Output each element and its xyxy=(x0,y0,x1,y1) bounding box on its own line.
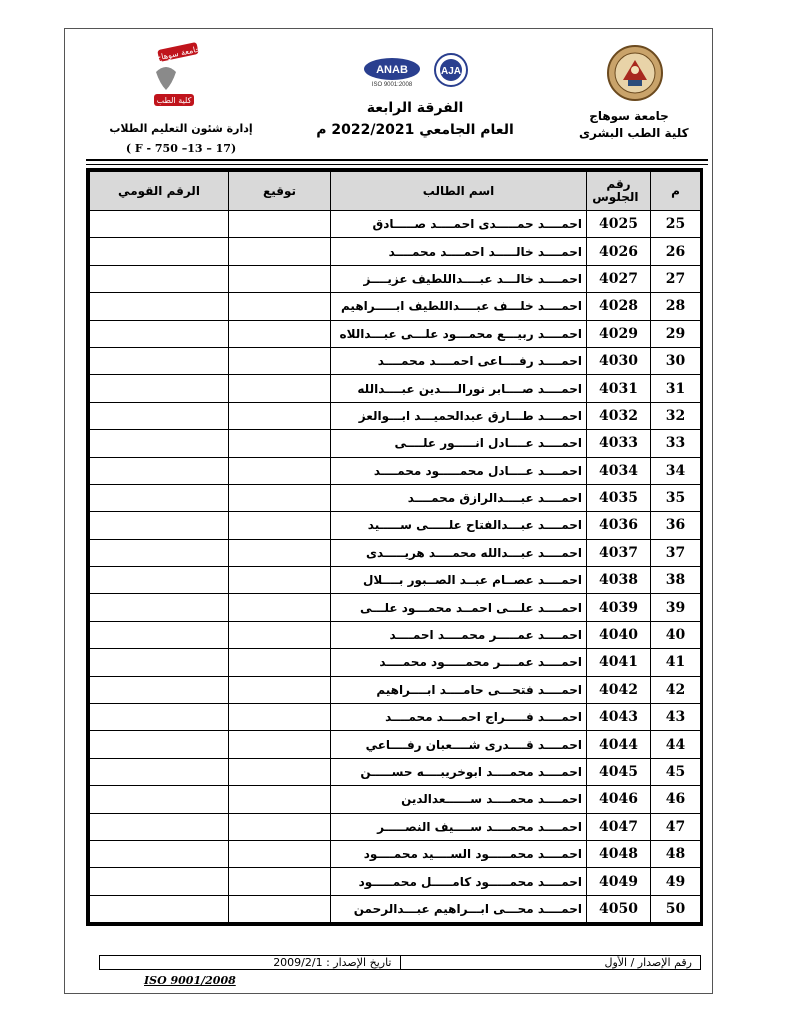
signature-cell xyxy=(229,347,331,374)
student-name-cell: احمــــد محمــــد ســــــعدالدين xyxy=(331,786,587,813)
table-row xyxy=(90,512,701,539)
table-row xyxy=(90,265,701,292)
table-row xyxy=(90,594,701,621)
header-divider-thin xyxy=(86,164,708,165)
table-row xyxy=(90,567,701,594)
student-name-cell: احمــــد عمـــــر محمــــد احمــــد xyxy=(331,621,587,648)
signature-cell xyxy=(229,539,331,566)
serial-cell: 37 xyxy=(651,539,701,566)
table-row xyxy=(90,484,701,511)
student-name-cell: احمــــد عبـــدالله محمــــد هريـــــدى xyxy=(331,539,587,566)
signature-cell xyxy=(229,813,331,840)
signature-cell xyxy=(229,594,331,621)
table-row xyxy=(90,293,701,320)
national-id-cell xyxy=(90,840,229,867)
student-name-cell: احمــــد فـــــراج احمــــد محمــــد xyxy=(331,704,587,731)
table-row xyxy=(90,840,701,867)
signature-cell xyxy=(229,786,331,813)
serial-cell: 50 xyxy=(651,895,701,922)
issue-number: رقم الإصدار / الأول xyxy=(604,956,692,969)
student-name-cell: احمــــد صــــابر نورالــــدين عبــــدالله xyxy=(331,375,587,402)
anab-iso-text: ISO 9001:2008 xyxy=(371,82,413,88)
national-id-cell xyxy=(90,704,229,731)
serial-cell: 35 xyxy=(651,484,701,511)
national-id-cell xyxy=(90,813,229,840)
seat-number-cell: 4036 xyxy=(587,512,651,539)
table-row xyxy=(90,895,701,922)
serial-cell: 34 xyxy=(651,457,701,484)
national-id-cell xyxy=(90,786,229,813)
serial-cell: 45 xyxy=(651,758,701,785)
table-row xyxy=(90,539,701,566)
table-row xyxy=(90,430,701,457)
serial-cell: 42 xyxy=(651,676,701,703)
seat-number-cell: 4025 xyxy=(587,211,651,238)
serial-cell: 36 xyxy=(651,512,701,539)
seat-number-cell: 4031 xyxy=(587,375,651,402)
student-name-cell: احمــــد قــــدرى شــــعبان رفــــاعي xyxy=(331,731,587,758)
class-level: الفرقة الرابعة xyxy=(366,100,464,116)
signature-cell xyxy=(229,895,331,922)
table-row xyxy=(90,320,701,347)
national-id-cell xyxy=(90,375,229,402)
header-divider xyxy=(86,159,708,161)
col-header-student-name: اسم الطالب xyxy=(331,172,587,211)
national-id-cell xyxy=(90,539,229,566)
serial-cell: 38 xyxy=(651,567,701,594)
student-name-cell: احمــــد محمــــد ســــيف النصـــــر xyxy=(331,813,587,840)
student-name-cell: احمــــد خالـــــد احمــــد محمــــد xyxy=(331,238,587,265)
national-id-cell xyxy=(90,320,229,347)
national-id-cell xyxy=(90,347,229,374)
seat-number-cell: 4026 xyxy=(587,238,651,265)
national-id-cell xyxy=(90,402,229,429)
table-row xyxy=(90,758,701,785)
signature-cell xyxy=(229,293,331,320)
seat-number-cell: 4039 xyxy=(587,594,651,621)
table-row xyxy=(90,375,701,402)
serial-cell: 26 xyxy=(651,238,701,265)
national-id-cell xyxy=(90,265,229,292)
table-row xyxy=(90,676,701,703)
signature-cell xyxy=(229,840,331,867)
table-row xyxy=(90,402,701,429)
faculty-name: كلية الطب البشرى xyxy=(579,126,689,140)
serial-cell: 27 xyxy=(651,265,701,292)
serial-cell: 28 xyxy=(651,293,701,320)
serial-cell: 39 xyxy=(651,594,701,621)
student-name-cell: احمــــد عمــــر محمـــــود محمــــد xyxy=(331,649,587,676)
signature-cell xyxy=(229,731,331,758)
signature-cell xyxy=(229,484,331,511)
signature-cell xyxy=(229,430,331,457)
seat-number-cell: 4038 xyxy=(587,567,651,594)
seat-number-cell: 4048 xyxy=(587,840,651,867)
national-id-cell xyxy=(90,868,229,895)
signature-cell xyxy=(229,868,331,895)
seat-number-cell: 4033 xyxy=(587,430,651,457)
national-id-cell xyxy=(90,676,229,703)
student-name-cell: احمــــد عصــام عبــد الصــبور بــــلال xyxy=(331,567,587,594)
signature-cell xyxy=(229,758,331,785)
seat-number-cell: 4046 xyxy=(587,786,651,813)
logo-faculty-text: كلية الطب xyxy=(156,96,192,105)
serial-cell: 31 xyxy=(651,375,701,402)
signature-cell xyxy=(229,238,331,265)
students-table xyxy=(86,168,703,926)
student-name-cell: احمــــد محـــى ابـــراهيم عبـــدالرحمن xyxy=(331,895,587,922)
aja-registrar-icon xyxy=(426,52,476,90)
student-name-cell: احمــــد رفــــاعى احمــــد محمــــد xyxy=(331,347,587,374)
serial-cell: 29 xyxy=(651,320,701,347)
seat-header-label: رقم الجلوس xyxy=(592,177,639,204)
serial-cell: 30 xyxy=(651,347,701,374)
national-id-cell xyxy=(90,512,229,539)
student-name-cell: احمــــد محمـــــود الســــيد محمــــود xyxy=(331,840,587,867)
anab-accreditation-icon xyxy=(362,55,422,89)
national-id-cell xyxy=(90,484,229,511)
logo-university-text: جامعة سوهاج xyxy=(155,44,202,63)
col-header-signature: توقيع xyxy=(229,172,331,211)
serial-cell: 46 xyxy=(651,786,701,813)
seat-number-cell: 4030 xyxy=(587,347,651,374)
seat-number-cell: 4047 xyxy=(587,813,651,840)
signature-cell xyxy=(229,649,331,676)
signature-cell xyxy=(229,704,331,731)
table-row xyxy=(90,731,701,758)
serial-cell: 49 xyxy=(651,868,701,895)
national-id-cell xyxy=(90,293,229,320)
student-name-cell: احمــــد طـــارق عبدالحميـــد ابـــوالعز xyxy=(331,402,587,429)
academic-year: العام الجامعي 2022/2021 م xyxy=(316,122,514,138)
anab-badge-text: ANAB xyxy=(376,64,408,76)
seat-number-cell: 4045 xyxy=(587,758,651,785)
seat-number-cell: 4034 xyxy=(587,457,651,484)
signature-cell xyxy=(229,567,331,594)
seat-number-cell: 4027 xyxy=(587,265,651,292)
national-id-cell xyxy=(90,430,229,457)
national-id-cell xyxy=(90,594,229,621)
seat-number-cell: 4035 xyxy=(587,484,651,511)
national-id-cell xyxy=(90,457,229,484)
national-id-cell xyxy=(90,895,229,922)
seat-number-cell: 4029 xyxy=(587,320,651,347)
student-name-cell: احمــــد عــــادل انـــــور علــــى xyxy=(331,430,587,457)
student-name-cell: احمــــد خالـــد عبــــداللطيف عزيــــز xyxy=(331,265,587,292)
table-row xyxy=(90,238,701,265)
signature-cell xyxy=(229,512,331,539)
table-row xyxy=(90,813,701,840)
table-row xyxy=(90,649,701,676)
sohag-university-emblem xyxy=(606,44,664,102)
serial-cell: 44 xyxy=(651,731,701,758)
col-header-national-id: الرقم القومي xyxy=(90,172,229,211)
table-row xyxy=(90,347,701,374)
national-id-cell xyxy=(90,621,229,648)
student-name-cell: احمــــد محمــــد ابوخريبــــه حســـــن xyxy=(331,758,587,785)
student-name-cell: احمــــد خلـــف عبــــداللطيف ابـــــراهيم xyxy=(331,293,587,320)
signature-cell xyxy=(229,265,331,292)
seat-number-cell: 4050 xyxy=(587,895,651,922)
national-id-cell xyxy=(90,211,229,238)
serial-cell: 33 xyxy=(651,430,701,457)
col-header-seat-number xyxy=(587,172,651,211)
student-name-cell: احمــــد عــــادل محمـــــود محمــــد xyxy=(331,457,587,484)
seat-number-cell: 4040 xyxy=(587,621,651,648)
table-row xyxy=(90,868,701,895)
iso-label: ISO 9001/2008 xyxy=(144,974,236,987)
serial-cell: 43 xyxy=(651,704,701,731)
form-code: ( F - 750 –13 – 17) xyxy=(125,142,237,155)
national-id-cell xyxy=(90,758,229,785)
student-name-cell: احمــــد حمـــــدى احمــــد صـــــادق xyxy=(331,211,587,238)
student-name-cell: احمــــد عبــــدالرازق محمــــد xyxy=(331,484,587,511)
signature-cell xyxy=(229,375,331,402)
serial-cell: 25 xyxy=(651,211,701,238)
table-row xyxy=(90,786,701,813)
serial-cell: 32 xyxy=(651,402,701,429)
signature-cell xyxy=(229,320,331,347)
serial-cell: 47 xyxy=(651,813,701,840)
col-header-serial: م xyxy=(651,172,701,211)
student-name-cell: احمــــد فتحـــى حامــــد ابــــراهيم xyxy=(331,676,587,703)
aja-badge-text: AJA xyxy=(440,66,462,77)
student-name-cell: احمــــد ربيـــع محمـــود علـــى عبـــداللاه xyxy=(331,320,587,347)
student-name-cell: احمــــد علـــى احمــد محمـــود علـــى xyxy=(331,594,587,621)
seat-number-cell: 4043 xyxy=(587,704,651,731)
national-id-cell xyxy=(90,731,229,758)
serial-cell: 48 xyxy=(651,840,701,867)
issue-footer xyxy=(99,955,701,970)
signature-cell xyxy=(229,211,331,238)
student-affairs-logo xyxy=(100,42,218,116)
student-name-cell: احمــــد محمـــــود كامـــــل محمـــــود xyxy=(331,868,587,895)
seat-number-cell: 4041 xyxy=(587,649,651,676)
signature-cell xyxy=(229,621,331,648)
table-row xyxy=(90,704,701,731)
seat-number-cell: 4044 xyxy=(587,731,651,758)
student-name-cell: احمــــد عبـــدالفتاح علـــــى ســـــيد xyxy=(331,512,587,539)
issue-date: تاريخ الإصدار : 2009/2/1 xyxy=(100,956,401,969)
university-name: جامعة سوهاج xyxy=(589,109,669,123)
department-name: إدارة شئون التعليم الطلاب xyxy=(109,122,253,135)
seat-number-cell: 4049 xyxy=(587,868,651,895)
table-header-row xyxy=(90,172,701,211)
seat-number-cell: 4028 xyxy=(587,293,651,320)
national-id-cell xyxy=(90,238,229,265)
signature-cell xyxy=(229,676,331,703)
seat-number-cell: 4032 xyxy=(587,402,651,429)
seat-number-cell: 4037 xyxy=(587,539,651,566)
serial-cell: 40 xyxy=(651,621,701,648)
table-row xyxy=(90,211,701,238)
serial-cell: 41 xyxy=(651,649,701,676)
national-id-cell xyxy=(90,567,229,594)
seat-number-cell: 4042 xyxy=(587,676,651,703)
national-id-cell xyxy=(90,649,229,676)
table-row xyxy=(90,621,701,648)
table-row xyxy=(90,457,701,484)
signature-cell xyxy=(229,402,331,429)
signature-cell xyxy=(229,457,331,484)
